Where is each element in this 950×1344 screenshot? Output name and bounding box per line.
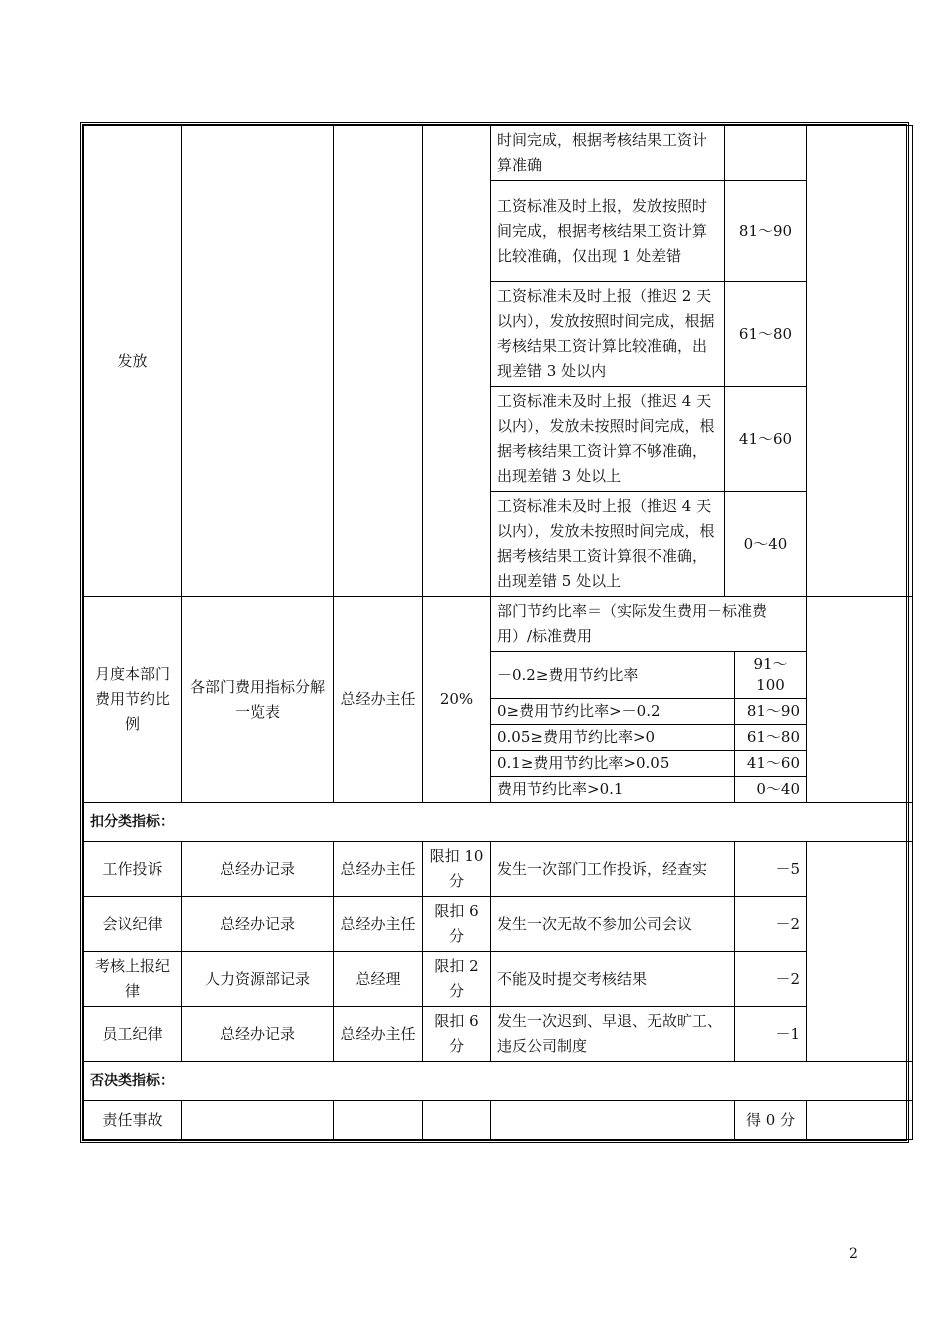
score-cell: 81～90	[725, 181, 807, 282]
item-name-cell: 工作投诉	[84, 842, 182, 897]
assessment-table-wrapper	[80, 122, 909, 1143]
description-cell: 发生一次无故不参加公司会议	[491, 897, 735, 952]
page-number: 2	[849, 1246, 858, 1262]
criterion-cell: 时间完成，根据考核结果工资计算准确	[491, 126, 725, 181]
source-cell	[182, 1101, 334, 1140]
score-cell: 61～80	[735, 725, 807, 751]
item-name-cell: 月度本部门费用节约比例	[84, 597, 182, 803]
score-cell: －1	[735, 1007, 807, 1062]
score-cell: 91～100	[735, 652, 807, 699]
score-cell: 得 0 分	[735, 1101, 807, 1140]
deduct-section-title: 扣分类指标：	[84, 803, 913, 842]
table-row	[84, 897, 913, 952]
score-cell: 0～40	[725, 492, 807, 597]
table-row	[84, 126, 913, 181]
description-cell: 不能及时提交考核结果	[491, 952, 735, 1007]
criterion-cell: 费用节约比率>0.1	[491, 777, 735, 803]
remark-cell	[807, 842, 913, 1062]
source-cell: 总经办记录	[182, 842, 334, 897]
item-name-cell: 员工纪律	[84, 1007, 182, 1062]
remark-cell	[807, 1101, 913, 1140]
limit-cell: 限扣 6 分	[423, 897, 491, 952]
item-name-cell: 考核上报纪律	[84, 952, 182, 1007]
criterion-cell: 0≥费用节约比率>－0.2	[491, 699, 735, 725]
assessor-cell: 总经办主任	[334, 897, 423, 952]
assessor-cell: 总经理	[334, 952, 423, 1007]
weight-cell: 20%	[423, 597, 491, 803]
description-cell: 发生一次迟到、早退、无故旷工、违反公司制度	[491, 1007, 735, 1062]
limit-cell: 限扣 2 分	[423, 952, 491, 1007]
section-header-row	[84, 803, 913, 842]
description-cell	[491, 1101, 735, 1140]
score-cell: 41～60	[725, 387, 807, 492]
assessor-cell	[334, 126, 423, 597]
source-cell: 总经办记录	[182, 897, 334, 952]
description-cell: 发生一次部门工作投诉，经查实	[491, 842, 735, 897]
criterion-cell: 工资标准未及时上报（推迟 4 天以内），发放未按照时间完成，根据考核结果工资计算不够准确，出现差错 3 处以上	[491, 387, 725, 492]
limit-cell: 限扣 10 分	[423, 842, 491, 897]
criterion-cell: 0.1≥费用节约比率>0.05	[491, 751, 735, 777]
item-name-cell: 会议纪律	[84, 897, 182, 952]
score-cell	[725, 126, 807, 181]
table-row	[84, 842, 913, 897]
assessor-cell: 总经办主任	[334, 842, 423, 897]
weight-cell	[423, 126, 491, 597]
item-name-cell: 责任事故	[84, 1101, 182, 1140]
source-cell: 人力资源部记录	[182, 952, 334, 1007]
score-cell: －2	[735, 897, 807, 952]
item-name-cell: 发放	[84, 126, 182, 597]
source-cell: 总经办记录	[182, 1007, 334, 1062]
table-row	[84, 597, 913, 652]
formula-cell: 部门节约比率＝（实际发生费用－标准费用）/标准费用	[491, 597, 807, 652]
criterion-cell: 工资标准及时上报，发放按照时间完成，根据考核结果工资计算比较准确，仅出现 1 处差错	[491, 181, 725, 282]
assessment-table	[83, 125, 913, 1140]
limit-cell: 限扣 6 分	[423, 1007, 491, 1062]
score-cell: 61～80	[725, 282, 807, 387]
score-cell: 0～40	[735, 777, 807, 803]
source-cell	[182, 126, 334, 597]
assessor-cell	[334, 1101, 423, 1140]
section-header-row	[84, 1062, 913, 1101]
criterion-cell: －0.2≥费用节约比率	[491, 652, 735, 699]
table-row	[84, 1101, 913, 1140]
table-row	[84, 1007, 913, 1062]
veto-section-title: 否决类指标：	[84, 1062, 913, 1101]
criterion-cell: 0.05≥费用节约比率>0	[491, 725, 735, 751]
source-cell: 各部门费用指标分解一览表	[182, 597, 334, 803]
score-cell: －2	[735, 952, 807, 1007]
limit-cell	[423, 1101, 491, 1140]
score-cell: 41～60	[735, 751, 807, 777]
score-cell: 81～90	[735, 699, 807, 725]
remark-cell	[807, 597, 913, 803]
remark-cell	[807, 126, 913, 597]
assessor-cell: 总经办主任	[334, 597, 423, 803]
table-row	[84, 952, 913, 1007]
criterion-cell: 工资标准未及时上报（推迟 2 天以内），发放按照时间完成，根据考核结果工资计算比较准确，出现差错 3 处以内	[491, 282, 725, 387]
score-cell: －5	[735, 842, 807, 897]
assessor-cell: 总经办主任	[334, 1007, 423, 1062]
criterion-cell: 工资标准未及时上报（推迟 4 天以内），发放未按照时间完成，根据考核结果工资计算很不准确，出现差错 5 处以上	[491, 492, 725, 597]
